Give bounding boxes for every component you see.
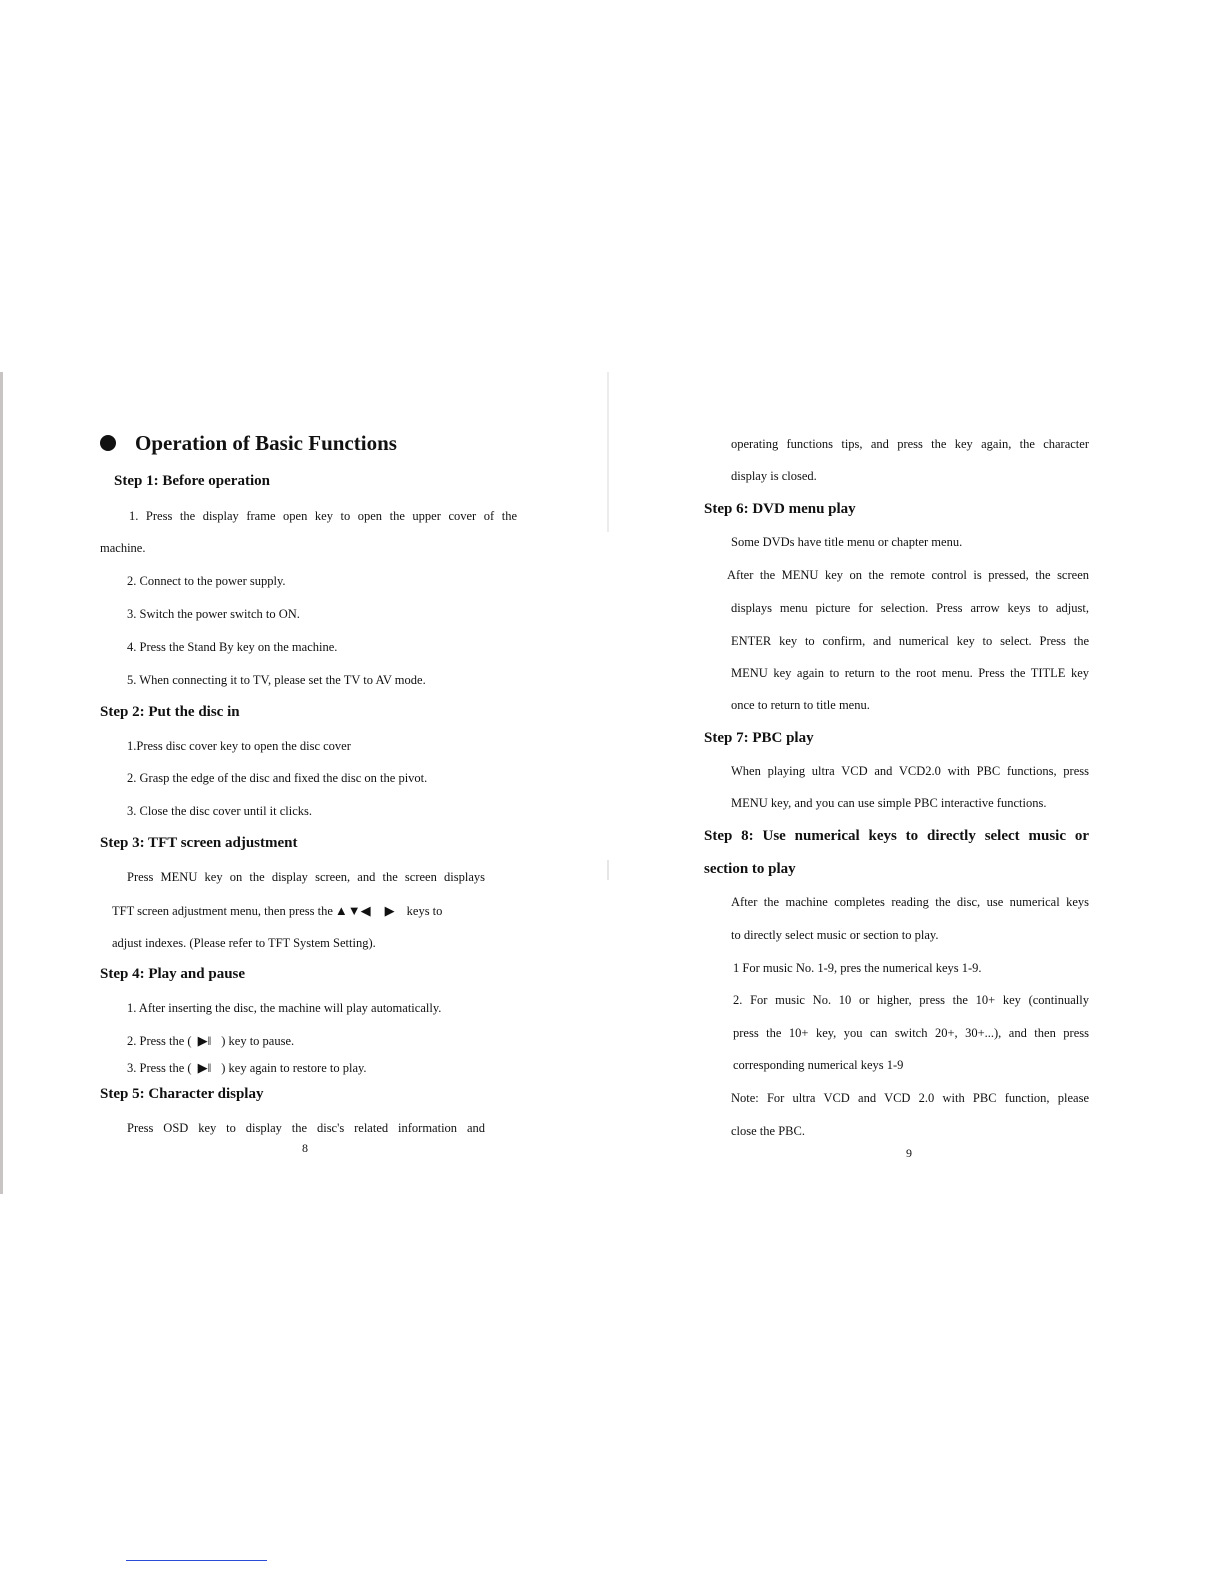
step-1-item-3: 3. Switch the power switch to ON. (127, 607, 300, 621)
step-1-item-1: 1. Press the display frame open key to open the upper cover of the (129, 509, 517, 523)
page-number-left: 8 (302, 1141, 308, 1155)
step-8-heading-line-2: section to play (704, 861, 796, 877)
step-8-line-1: After the machine completes reading the disc, use numerical keys (731, 895, 1089, 909)
step-2-item-1: 1.Press disc cover key to open the disc cover (127, 739, 351, 753)
step-4-heading: Step 4: Play and pause (100, 966, 246, 982)
step-8-line-5: press the 10+ key, you can switch 20+, 30+...), and then press (733, 1026, 1089, 1040)
step-8-heading-line-1: Step 8: Use numerical keys to directly select music or (704, 828, 1089, 844)
step-8-line-6: corresponding numerical keys 1-9 (733, 1058, 904, 1072)
step-4-item-1: 1. After inserting the disc, the machine will play automatically. (127, 1001, 442, 1015)
step-3-line-1: Press MENU key on the display screen, and the screen displays (127, 870, 485, 884)
bullet-icon (100, 435, 116, 451)
step-6-heading: Step 6: DVD menu play (704, 501, 856, 517)
step-2-heading: Step 2: Put the disc in (100, 704, 240, 720)
page-fold-mark (607, 372, 609, 532)
step-1-item-1-cont: machine. (100, 541, 146, 555)
scan-artifact-line (126, 1560, 267, 1561)
arrow-keys-icon: ▲▼◀ (334, 903, 371, 918)
step-6-line-4: ENTER key to confirm, and numerical key to select. Press the (731, 634, 1089, 648)
step-6-line-1: Some DVDs have title menu or chapter menu. (731, 535, 963, 549)
step-1-item-5: 5. When connecting it to TV, please set the TV to AV mode. (127, 673, 426, 687)
step-6-line-2: After the MENU key on the remote control is pressed, the screen (727, 568, 1089, 582)
step-5-line-1: Press OSD key to display the disc's related information and (127, 1121, 485, 1135)
step-5-continued-line-1: operating functions tips, and press the key again, the character (731, 437, 1089, 451)
step-2-item-2: 2. Grasp the edge of the disc and fixed the disc on the pivot. (127, 771, 428, 785)
step-8-line-2: to directly select music or section to play. (731, 928, 939, 942)
step-8-line-3: 1 For music No. 1-9, pres the numerical keys 1-9. (733, 961, 982, 975)
step-1-item-2: 2. Connect to the power supply. (127, 574, 286, 588)
play-pause-icon: ▶‖ (197, 1033, 212, 1048)
play-pause-icon: ▶‖ (197, 1060, 212, 1075)
step-4-item-2: 2. Press the ( ▶‖ ) key to pause. (127, 1033, 295, 1048)
page-number-right: 9 (906, 1146, 912, 1160)
step-6-line-6: once to return to title menu. (731, 698, 870, 712)
page-fold-mark (607, 860, 609, 880)
section-title: Operation of Basic Functions (100, 431, 397, 456)
step-6-line-3: displays menu picture for selection. Press arrow keys to adjust, (731, 601, 1089, 615)
scan-edge-shadow (0, 372, 3, 1194)
step-5-continued-line-2: display is closed. (731, 469, 817, 483)
step-7-heading: Step 7: PBC play (704, 730, 814, 746)
step-8-note-line-1: Note: For ultra VCD and VCD 2.0 with PBC function, please (731, 1091, 1089, 1105)
step-7-line-1: When playing ultra VCD and VCD2.0 with PBC functions, press (731, 764, 1089, 778)
step-1-item-4: 4. Press the Stand By key on the machine. (127, 640, 338, 654)
step-3-heading: Step 3: TFT screen adjustment (100, 835, 298, 851)
step-4-item-3: 3. Press the ( ▶‖ ) key again to restore to play. (127, 1060, 367, 1075)
step-7-line-2: MENU key, and you can use simple PBC interactive functions. (731, 796, 1047, 810)
step-3-line-2: TFT screen adjustment menu, then press the ▲▼◀ ▶ keys to (112, 903, 443, 918)
step-1-heading: Step 1: Before operation (114, 473, 270, 489)
step-3-line-3: adjust indexes. (Please refer to TFT System Setting). (112, 936, 376, 950)
step-2-item-3: 3. Close the disc cover until it clicks. (127, 804, 313, 818)
step-8-note-line-2: close the PBC. (731, 1124, 805, 1138)
arrow-right-icon: ▶ (384, 903, 395, 918)
step-6-line-5: MENU key again to return to the root menu. Press the TITLE key (731, 666, 1089, 680)
step-8-line-4: 2. For music No. 10 or higher, press the 10+ key (continually (733, 993, 1089, 1007)
step-5-heading: Step 5: Character display (100, 1086, 264, 1102)
